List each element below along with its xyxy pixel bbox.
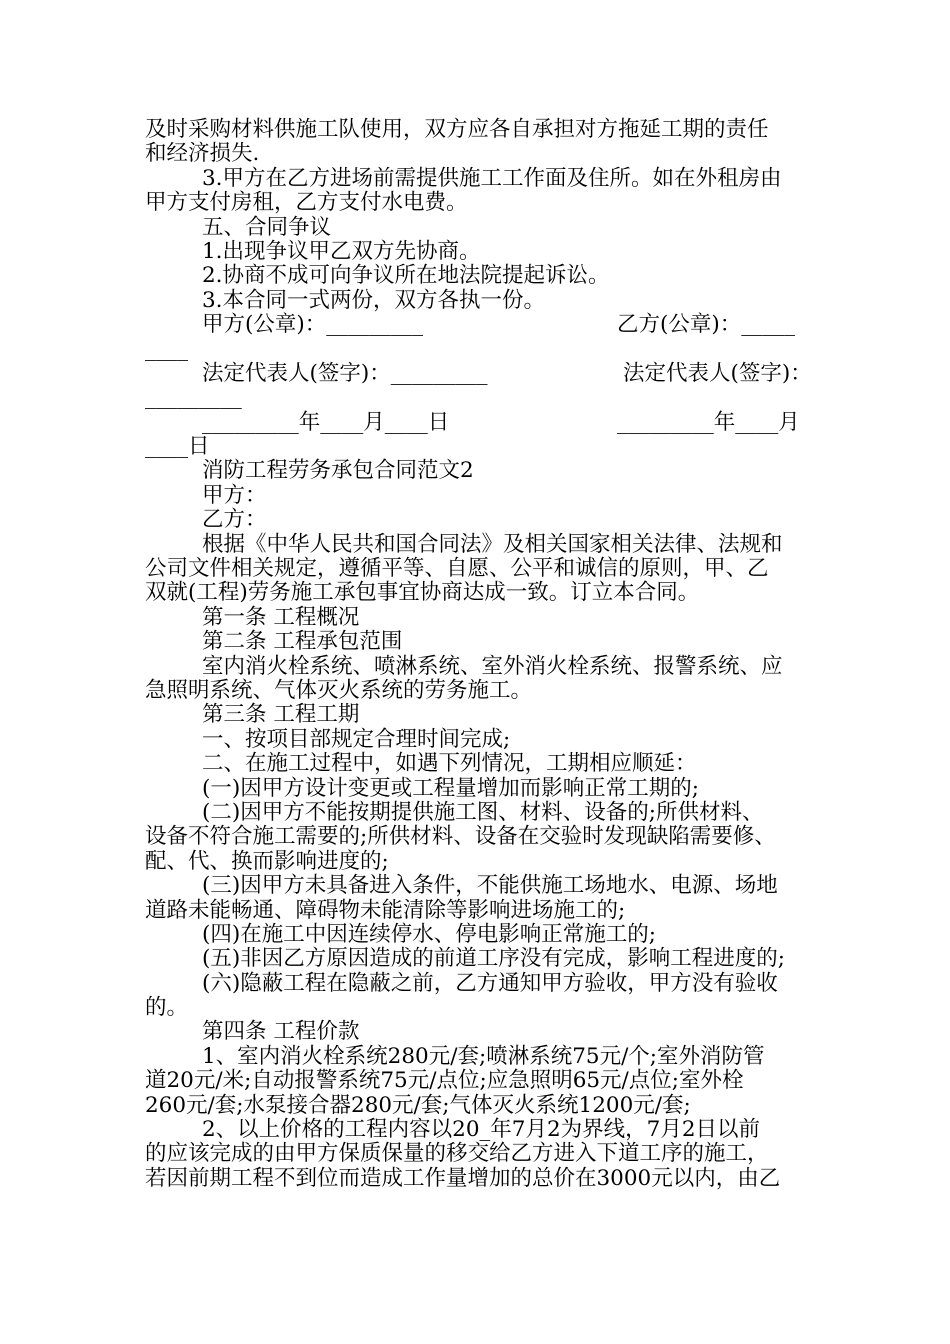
party-b-label: 乙方： — [202, 507, 267, 533]
paragraph-line: (一)因甲方设计变更或工程量增加而影响正常工期的; — [202, 775, 700, 801]
paragraph-line: 的。 — [145, 995, 189, 1021]
signature-date-row — [145, 411, 810, 435]
signature-rep-row — [145, 362, 810, 386]
paragraph-line: 道路未能畅通、障碍物未能清除等影响进场施工的; — [145, 897, 626, 923]
paragraph-line: 1.出现争议甲乙双方先协商。 — [202, 238, 481, 264]
paragraph-line: 和经济损失. — [145, 141, 260, 167]
paragraph-line: (三)因甲方未具备进入条件，不能供施工场地水、电源、场地 — [202, 873, 778, 899]
paragraph-line: 甲方支付房租，乙方支付水电费。 — [145, 190, 468, 216]
paragraph-line: 室内消火栓系统、喷淋系统、室外消火栓系统、报警系统、应 — [202, 653, 783, 679]
party-b-seal: 乙方(公章)：_____ — [617, 312, 796, 338]
party-a-representative: 法定代表人(签字)：_________ — [202, 360, 488, 386]
paragraph-line: 及时采购材料供施工队使用，双方应各自承担对方拖延工期的责任 — [145, 117, 769, 142]
paragraph-line: 1、室内消火栓系统280元/套;喷淋系统75元/个;室外消防管 — [202, 1043, 765, 1069]
section-heading: 五、合同争议 — [202, 214, 332, 240]
paragraph-line: 3.甲方在乙方进场前需提供施工工作面及住所。如在外租房由 — [202, 165, 782, 191]
signature-seal-row — [145, 313, 810, 337]
paragraph-line: 配、代、换而影响进度的; — [145, 848, 389, 874]
paragraph-line: 一、按项目部规定合理时间完成; — [202, 726, 511, 752]
party-b-representative-continued: _________ — [145, 385, 242, 411]
party-b-representative: 法定代表人(签字)： — [623, 360, 812, 386]
paragraph-line: (二)因甲方不能按期提供施工图、材料、设备的;所供材料、 — [202, 799, 764, 825]
paragraph-line: 道20元/米;自动报警系统75元/点位;应急照明65元/点位;室外栓 — [145, 1068, 744, 1094]
paragraph-line: (四)在施工中因连续停水、停电影响正常施工的; — [202, 921, 657, 947]
party-b-seal-continued: ____ — [145, 336, 188, 362]
article-heading: 第三条 工程工期 — [202, 702, 360, 728]
paragraph-line: 公司文件相关规定，遵循平等、自愿、公平和诚信的原则，甲、乙 — [145, 556, 769, 582]
paragraph-line: 260元/套;水泵接合器280元/套;气体灭火系统1200元/套; — [145, 1092, 691, 1118]
party-b-date: _________年____月 — [617, 409, 800, 435]
paragraph-line: (五)非因乙方原因造成的前道工序没有完成，影响工程进度的; — [202, 946, 786, 972]
party-b-date-continued: ____日 — [145, 434, 210, 460]
article-heading: 第一条 工程概况 — [202, 604, 360, 630]
party-a-date: _________年____月____日 — [202, 409, 450, 435]
document-title: 消防工程劳务承包合同范文2 — [202, 458, 474, 484]
party-a-seal: 甲方(公章)：_________ — [202, 312, 424, 338]
party-a-label: 甲方： — [202, 482, 267, 508]
paragraph-line: 设备不符合施工需要的;所供材料、设备在交验时发现缺陷需要修、 — [145, 824, 776, 850]
paragraph-line: 2.协商不成可向争议所在地法院提起诉讼。 — [202, 263, 610, 289]
paragraph-line: 的应该完成的由甲方保质保量的移交给乙方进入下道工序的施工， — [145, 1141, 769, 1167]
paragraph-line: 双就(工程)劳务施工承包事宜协商达成一致。订立本合同。 — [145, 580, 700, 606]
paragraph-line: 2、以上价格的工程内容以20_年7月2为界线，7月2日以前 — [202, 1117, 761, 1143]
paragraph-line: 二、在施工过程中，如遇下列情况，工期相应顺延： — [202, 751, 697, 777]
paragraph-line: 急照明系统、气体灭火系统的劳务施工。 — [145, 677, 533, 703]
paragraph-line: (六)隐蔽工程在隐蔽之前，乙方通知甲方验收，甲方没有验收 — [202, 970, 778, 996]
article-heading: 第四条 工程价款 — [202, 1019, 360, 1045]
paragraph-line: 3.本合同一式两份，双方各执一份。 — [202, 287, 546, 313]
paragraph-line: 根据《中华人民共和国合同法》及相关国家相关法律、法规和 — [202, 531, 783, 557]
paragraph-line: 若因前期工程不到位而造成工作量增加的总价在3000元以内，由乙 — [145, 1165, 781, 1191]
article-heading: 第二条 工程承包范围 — [202, 629, 403, 655]
document-page — [145, 118, 810, 1191]
